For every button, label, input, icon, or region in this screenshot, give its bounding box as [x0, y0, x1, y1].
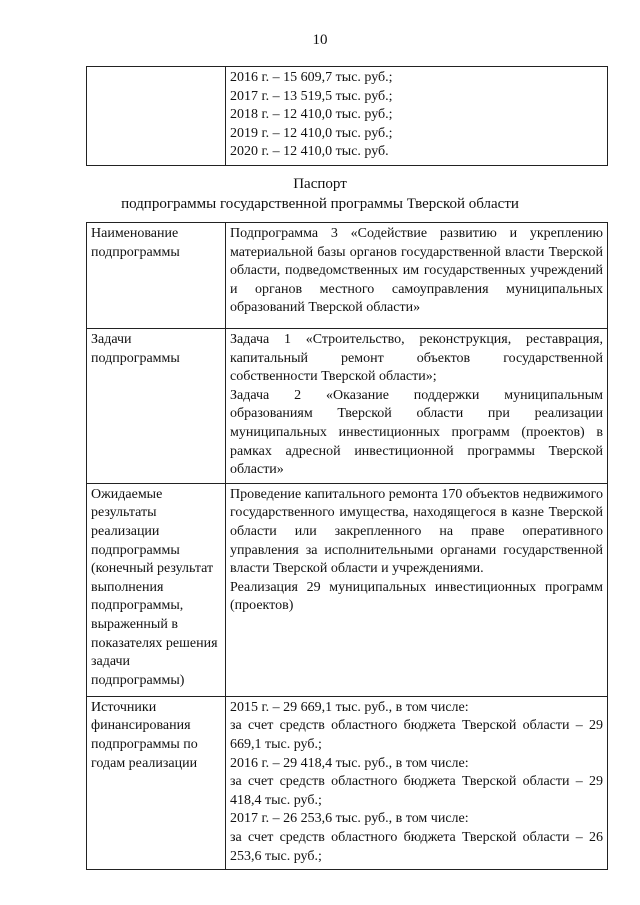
table-row	[87, 483, 608, 696]
row-paragraph: 2015 г. – 29 669,1 тыс. руб., в том числе:	[230, 699, 469, 715]
funding-continuation-table	[86, 66, 608, 166]
row-paragraph: Реализация 29 муниципальных инвестиционных программ (проектов)	[230, 579, 603, 614]
passport-title	[0, 174, 640, 214]
row-paragraph: за счет средств областного бюджета Тверской области – 29 418,4 тыс. руб.;	[230, 774, 603, 808]
row-paragraph: Задача 2 «Оказание поддержки муниципальным образованиям Тверской области при реализации муниципальных инвестиционных программ (проектов) в рамках адресной инвестиционной программы Тверской области»	[230, 387, 603, 478]
funding-line: 2018 г. – 12 410,0 тыс. руб.;	[230, 107, 393, 123]
row-label: Ожидаемые результаты реализации подпрограммы (конечный результат выполнения подпрограммы, выраженный в показателях решения задачи подпрограммы)	[87, 483, 226, 696]
passport-table	[86, 222, 608, 870]
funding-line: 2017 г. – 13 519,5 тыс. руб.;	[230, 88, 393, 104]
title-line-2: подпрограммы государственной программы Тверской области	[121, 196, 519, 212]
funding-years-cell	[226, 67, 608, 166]
row-content	[226, 483, 608, 696]
row-paragraph: Подпрограмма 3 «Содействие развитию и укреплению материальной базы органов государственной власти Тверской области, подведомственных им государственных учреждений и органов местного самоуправления муниципальных образований Тверской области»	[230, 226, 603, 316]
row-label: Наименование подпрограммы	[87, 223, 226, 329]
title-line-1: Паспорт	[293, 176, 347, 192]
table-row	[87, 329, 608, 484]
row-label: Задачи подпрограммы	[87, 329, 226, 484]
row-content	[226, 223, 608, 329]
row-paragraph: за счет средств областного бюджета Тверской области – 29 669,1 тыс. руб.;	[230, 718, 603, 752]
row-paragraph: Проведение капитального ремонта 170 объектов недвижимого государственного имущества, находящегося в казне Тверской области или закрепленного на праве оперативного управления за исполнительными органами государственной власти Тверской области и учреждениями.	[230, 486, 603, 577]
table-row	[87, 696, 608, 869]
page-number: 10	[312, 32, 328, 48]
table-row	[87, 223, 608, 329]
row-content	[226, 696, 608, 869]
empty-label-cell	[87, 67, 226, 166]
row-content	[226, 329, 608, 484]
row-paragraph: 2017 г. – 26 253,6 тыс. руб., в том числе:	[230, 811, 469, 827]
funding-line: 2016 г. – 15 609,7 тыс. руб.;	[230, 70, 393, 85]
funding-line: 2019 г. – 12 410,0 тыс. руб.;	[230, 125, 393, 141]
row-label: Источники финансирования подпрограммы по годам реализации	[87, 696, 226, 869]
row-paragraph: Задача 1 «Строительство, реконструкция, реставрация, капитальный ремонт объектов государственной собственности Тверской области»;	[230, 332, 603, 385]
funding-line: 2020 г. – 12 410,0 тыс. руб.	[230, 144, 389, 160]
row-paragraph: за счет средств областного бюджета Тверской области – 26 253,6 тыс. руб.;	[230, 829, 603, 864]
row-paragraph: 2016 г. – 29 418,4 тыс. руб., в том числе:	[230, 755, 469, 771]
